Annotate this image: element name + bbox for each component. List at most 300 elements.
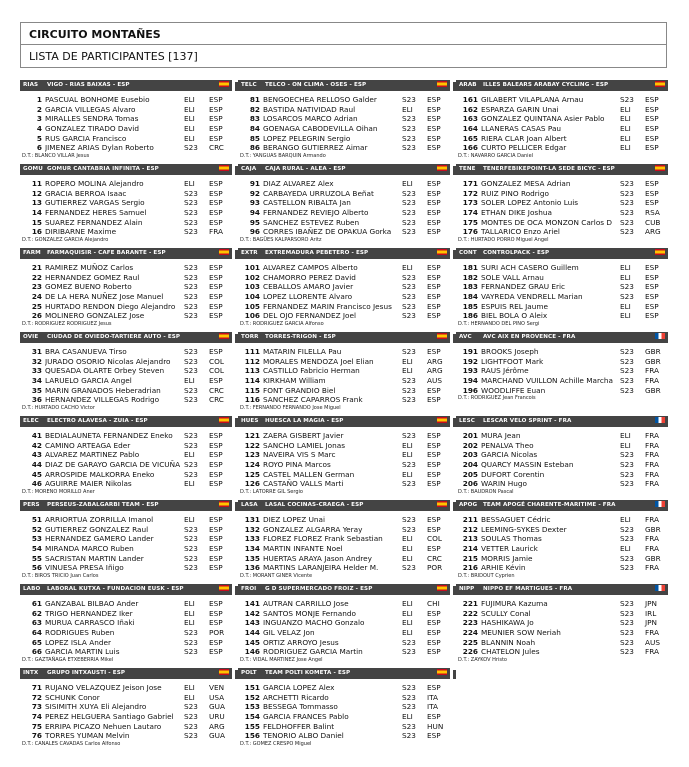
rider-category: S23	[620, 217, 634, 227]
rider-name: BLANNIN Noah	[481, 637, 536, 647]
rider-row	[238, 563, 450, 573]
rider-category: ELI	[620, 124, 631, 134]
rider-category: S23	[184, 208, 198, 218]
team-name: LESCAR VELO SPRINT - FRA	[483, 418, 572, 424]
rider-category: ELI	[402, 263, 413, 272]
team-director: D.T.: BRIDOUT Cyprien	[458, 573, 515, 580]
rider-name: CASTILLO Fabricio Herman	[263, 366, 360, 376]
rider-number: 101	[244, 263, 260, 272]
flag-esp-icon	[437, 333, 447, 339]
rider-nationality: ESP	[427, 208, 441, 218]
rider-nationality: FRA	[645, 469, 659, 479]
rider-nationality: ESP	[209, 282, 223, 292]
rider-row	[20, 273, 232, 283]
rider-category: ELI	[620, 301, 631, 311]
rider-name: MARCHAND VUILLON Achille Marcha	[481, 376, 613, 386]
rider-name: GARCIA FRANCES Pablo	[263, 712, 349, 722]
rider-category: ELI	[184, 95, 195, 104]
rider-category: S23	[184, 347, 198, 356]
team-block	[456, 80, 668, 164]
rider-row	[456, 609, 668, 619]
rider-row	[238, 105, 450, 115]
rider-nationality: CHI	[427, 599, 440, 608]
rider-name: ROYO PINA Marcos	[263, 460, 331, 470]
rider-number: 102	[244, 272, 260, 282]
flag-fra-icon	[655, 501, 665, 507]
rider-name: MARTINS LARANJEIRA Helder M.	[263, 563, 379, 573]
rider-category: S23	[184, 217, 198, 227]
rider-row	[456, 208, 668, 218]
rider-nationality: JPN	[645, 599, 658, 608]
team-header	[456, 500, 668, 511]
team-director: D.T.: GOMEZ CRESPO Miguel	[240, 741, 312, 748]
rider-nationality: ESP	[209, 179, 223, 188]
team-header	[20, 584, 232, 595]
rider-row	[20, 554, 232, 564]
rider-row	[238, 218, 450, 228]
rider-nationality: FRA	[645, 563, 659, 573]
rider-name: PASCUAL BONHOME Eusebio	[45, 95, 150, 104]
rider-row	[238, 441, 450, 451]
team-header	[238, 416, 450, 427]
rider-row	[20, 431, 232, 441]
rider-number: 43	[31, 450, 42, 460]
rider-category: S23	[620, 198, 634, 208]
rider-row	[238, 722, 450, 732]
rider-nationality: ESP	[645, 114, 659, 124]
rider-number: 73	[31, 702, 42, 712]
team-director: D.T.: ZAYKOV Hristo	[458, 657, 507, 664]
rider-category: S23	[620, 385, 634, 395]
rider-number: 142	[244, 608, 260, 618]
rider-row	[456, 554, 668, 564]
rider-category: S23	[184, 188, 198, 198]
rider-category: S23	[184, 431, 198, 440]
rider-row	[20, 114, 232, 124]
rider-category: S23	[620, 628, 634, 638]
rider-number: 205	[462, 469, 478, 479]
rider-nationality: FRA	[645, 628, 659, 638]
team-code: LABO	[23, 586, 41, 592]
rider-number: 91	[249, 179, 260, 188]
rider-nationality: ESP	[427, 683, 441, 692]
rider-number: 2	[36, 104, 42, 114]
rider-category: S23	[184, 395, 198, 405]
rider-name: ERRIPA PICAZO Nehuen Lautaro	[45, 721, 162, 731]
rider-name: VETTER Laurick	[481, 544, 538, 554]
rider-name: MIRALLES SENDRA Tomas	[45, 114, 139, 124]
rider-nationality: ESP	[209, 469, 223, 479]
flag-esp-icon	[437, 417, 447, 423]
rider-number: 34	[31, 376, 42, 386]
rider-name: GOENAGA CABODEVILLA Oihan	[263, 124, 378, 134]
rider-nationality: POR	[209, 628, 225, 638]
rider-row	[456, 534, 668, 544]
rider-nationality: ARG	[427, 356, 443, 366]
rider-number: 125	[244, 469, 260, 479]
team-header	[238, 584, 450, 595]
team-header	[456, 584, 668, 595]
rider-number: 53	[31, 534, 42, 544]
rider-category: S23	[620, 188, 634, 198]
rider-name: QUESADA OLARTE Orbey Steven	[45, 366, 165, 376]
rider-nationality: ESP	[209, 272, 223, 282]
rider-name: HURTADO RENDON Diego Alejandro	[45, 301, 176, 311]
rider-nationality: ESP	[209, 618, 223, 628]
rider-nationality: ESP	[427, 263, 441, 272]
rider-name: RUIZ PINO Rodrigo	[481, 188, 549, 198]
rider-name: GUTIERREZ VARGAS Sergio	[45, 198, 145, 208]
rider-row	[20, 534, 232, 544]
rider-category: ELI	[402, 628, 413, 638]
rider-number: 83	[249, 114, 260, 124]
column-3	[456, 80, 668, 668]
rider-number: 123	[244, 450, 260, 460]
rider-row	[456, 618, 668, 628]
rider-row	[456, 198, 668, 208]
rider-number: 222	[462, 608, 478, 618]
rider-category: S23	[184, 311, 198, 321]
rider-nationality: ESP	[427, 515, 441, 524]
rider-list	[238, 259, 450, 321]
team-block	[20, 164, 232, 248]
rider-name: GARCIA MARTIN Luis	[45, 647, 120, 657]
rider-category: S23	[402, 347, 416, 356]
rider-category: S23	[184, 544, 198, 554]
rider-category: S23	[620, 292, 634, 302]
rider-nationality: ESP	[209, 637, 223, 647]
rider-category: ELI	[184, 124, 195, 134]
team-header	[20, 416, 232, 427]
rider-category: ELI	[620, 515, 631, 524]
rider-number: 136	[244, 563, 260, 573]
rider-number: 192	[462, 356, 478, 366]
rider-name: GONZALEZ TIRADO David	[45, 124, 139, 134]
rider-number: 25	[31, 301, 42, 311]
rider-nationality: COL	[209, 356, 224, 366]
rider-number: 95	[249, 217, 260, 227]
rider-category: S23	[184, 702, 198, 712]
team-header	[456, 164, 668, 175]
rider-row	[456, 124, 668, 134]
rider-number: 51	[31, 515, 42, 524]
flag-esp-icon	[437, 81, 447, 87]
rider-category: ELI	[402, 440, 413, 450]
rider-category: ELI	[184, 450, 195, 460]
rider-number: 55	[31, 553, 42, 563]
team-name: VIGO - RIAS BAIXAS - ESP	[47, 82, 130, 88]
rider-number: 186	[462, 311, 478, 321]
rider-list	[456, 595, 668, 657]
team-code: TENE	[459, 166, 476, 172]
rider-row	[20, 357, 232, 367]
rider-number: 203	[462, 450, 478, 460]
rider-category: ELI	[184, 683, 195, 692]
rider-number: 181	[462, 263, 478, 272]
rider-number: 126	[244, 479, 260, 489]
rider-name: GANZABAL BILBAO Ander	[45, 599, 139, 608]
team-director: D.T.: RODRIGUEZ GARCIA Alfonso	[240, 321, 324, 328]
rider-row	[456, 376, 668, 386]
rider-nationality: GUA	[209, 731, 225, 741]
team-code: ARAB	[459, 82, 477, 88]
rider-name: INGUANZO MACHO Gonzalo	[263, 618, 365, 628]
rider-category: S23	[184, 292, 198, 302]
rider-category: ELI	[620, 544, 631, 554]
rider-category: ELI	[184, 114, 195, 124]
rider-number: 122	[244, 440, 260, 450]
rider-nationality: COL	[427, 534, 442, 544]
rider-row	[20, 618, 232, 628]
rider-name: ARRIORTUA ZORRILLA Imanol	[45, 515, 154, 524]
team-director: D.T.: GAZTAÑAGA ETXEBERRIA Mikel	[22, 657, 114, 664]
team-block	[238, 80, 450, 164]
rider-row	[456, 95, 668, 105]
rider-name: BERANGO GUTIERREZ Aimar	[263, 143, 368, 153]
rider-list	[20, 511, 232, 573]
rider-number: 76	[31, 731, 42, 741]
rider-number: 124	[244, 460, 260, 470]
rider-category: ELI	[184, 618, 195, 628]
team-name: G D SUPERMERCADO FROIZ - ESP	[265, 586, 373, 592]
rider-category: ELI	[402, 712, 413, 722]
rider-nationality: CRC	[209, 143, 224, 153]
rider-name: MURUA CARRASCO Iñaki	[45, 618, 135, 628]
team-director: D.T.: HURTADO PORRO Miguel Angel	[458, 237, 549, 244]
rider-nationality: ESP	[645, 104, 659, 114]
rider-name: CEBALLOS AMARO Javier	[263, 282, 354, 292]
rider-number: 185	[462, 301, 478, 311]
rider-category: S23	[184, 143, 198, 153]
rider-name: TENORIO ALBO Daniel	[263, 731, 344, 741]
rider-category: ELI	[402, 553, 413, 563]
rider-nationality: CRC	[427, 553, 442, 563]
rider-row	[238, 731, 450, 741]
rider-row	[238, 292, 450, 302]
rider-number: 223	[462, 618, 478, 628]
rider-category: ELI	[402, 469, 413, 479]
rider-category: S23	[402, 114, 416, 124]
team-code: TORR	[241, 334, 259, 340]
rider-number: 36	[31, 395, 42, 405]
rider-name: ARCHETTI Ricardo	[263, 692, 329, 702]
rider-row	[238, 525, 450, 535]
column-1	[20, 80, 232, 752]
rider-row	[238, 302, 450, 312]
rider-number: 16	[31, 227, 42, 237]
rider-number: 61	[31, 599, 42, 608]
rider-number: 202	[462, 440, 478, 450]
rider-name: DE LA HERA NUÑEZ Jose Manuel	[45, 292, 164, 302]
rider-nationality: ARG	[427, 366, 443, 376]
rider-number: 191	[462, 347, 478, 356]
rider-row	[238, 628, 450, 638]
rider-number: 176	[462, 227, 478, 237]
rider-number: 213	[462, 534, 478, 544]
rider-category: S23	[402, 198, 416, 208]
rider-row	[456, 347, 668, 357]
rider-category: ELI	[620, 143, 631, 153]
team-director: D.T.: BAUDRON Pascal	[458, 489, 514, 496]
rider-number: 146	[244, 647, 260, 657]
team-code: APOG	[459, 502, 478, 508]
flag-esp-icon	[437, 501, 447, 507]
rider-row	[456, 544, 668, 554]
rider-row	[456, 441, 668, 451]
rider-number: 21	[31, 263, 42, 272]
rider-number: 92	[249, 188, 260, 198]
team-block	[456, 416, 668, 500]
rider-number: 35	[31, 385, 42, 395]
rider-category: ELI	[402, 618, 413, 628]
rider-number: 65	[31, 637, 42, 647]
participants-subtitle: LISTA DE PARTICIPANTES [137]	[20, 44, 667, 68]
rider-row	[20, 179, 232, 189]
rider-row	[456, 189, 668, 199]
rider-name: LLANERAS CASAS Pau	[481, 124, 562, 134]
rider-name: BROOKS Joseph	[481, 347, 539, 356]
rider-category: ELI	[184, 179, 195, 188]
rider-number: 22	[31, 272, 42, 282]
rider-category: S23	[184, 628, 198, 638]
rider-category: S23	[402, 721, 416, 731]
team-name: HUESCA LA MAGIA - ESP	[265, 418, 344, 424]
team-header	[20, 668, 232, 679]
rider-name: FONT GRANDIO Biel	[263, 385, 336, 395]
rider-number: 114	[244, 376, 260, 386]
team-block	[20, 416, 232, 500]
rider-number: 112	[244, 356, 260, 366]
rider-number: 13	[31, 198, 42, 208]
rider-number: 42	[31, 440, 42, 450]
team-header	[20, 164, 232, 175]
rider-row	[456, 302, 668, 312]
rider-category: ELI	[184, 376, 195, 386]
rider-row	[238, 311, 450, 321]
rider-row	[238, 638, 450, 648]
rider-category: S23	[620, 460, 634, 470]
rider-nationality: ESP	[209, 599, 223, 608]
rider-nationality: ESP	[209, 524, 223, 534]
flag-esp-icon	[655, 81, 665, 87]
rider-nationality: FRA	[645, 544, 659, 554]
team-name: LABORAL KUTXA - FUNDACION EUSK - ESP	[47, 586, 184, 592]
rider-nationality: RSA	[645, 208, 660, 218]
rider-nationality: ESP	[209, 292, 223, 302]
flag-esp-icon	[655, 249, 665, 255]
rider-name: JIMENEZ ARIAS Dylan Roberto	[45, 143, 154, 153]
rider-name: LEEMING-SYKES Dexter	[481, 524, 567, 534]
rider-name: ALVAREZ MARTINEZ Pablo	[45, 450, 140, 460]
rider-row	[20, 124, 232, 134]
team-name: NIPPO EF MARTIGUES - FRA	[483, 586, 573, 592]
rider-name: DIAZ ALVAREZ Alex	[263, 179, 334, 188]
rider-number: 153	[244, 702, 260, 712]
rider-name: NAVEIRA VIS S Marc	[263, 450, 336, 460]
rider-nationality: ESP	[427, 217, 441, 227]
rider-row	[20, 525, 232, 535]
rider-row	[238, 544, 450, 554]
rider-number: 193	[462, 366, 478, 376]
rider-nationality: FRA	[645, 534, 659, 544]
rider-category: ELI	[184, 104, 195, 114]
rider-row	[20, 395, 232, 405]
team-block	[238, 584, 450, 668]
rider-number: 224	[462, 628, 478, 638]
rider-name: RUJANO VELAZQUEZ Jeison Jose	[45, 683, 162, 692]
team-header	[238, 80, 450, 91]
team-director: D.T.: HURTADO CACHO Victor	[22, 405, 95, 412]
rider-row	[238, 179, 450, 189]
rider-name: SOLER LOPEZ Antonio Luis	[481, 198, 579, 208]
rider-number: 3	[36, 114, 42, 124]
rider-row	[20, 263, 232, 273]
rider-row	[238, 618, 450, 628]
rider-nationality: ESP	[209, 311, 223, 321]
rider-category: ELI	[402, 608, 413, 618]
rider-number: 84	[249, 124, 260, 134]
team-header	[20, 80, 232, 91]
rider-number: 113	[244, 366, 260, 376]
rider-row	[20, 544, 232, 554]
rider-row	[456, 638, 668, 648]
rider-name: LOPEZ LLORENTE Alvaro	[263, 292, 353, 302]
rider-row	[238, 357, 450, 367]
rider-list	[456, 343, 668, 395]
rider-category: ELI	[620, 263, 631, 272]
rider-row	[238, 143, 450, 153]
rider-row	[456, 311, 668, 321]
rider-category: S23	[620, 553, 634, 563]
team-code: LESC	[459, 418, 475, 424]
rider-number: 201	[462, 431, 478, 440]
rider-list	[20, 91, 232, 153]
rider-category: ELI	[402, 179, 413, 188]
rider-nationality: ESP	[209, 440, 223, 450]
rider-category: S23	[402, 95, 416, 104]
rider-nationality: FRA	[645, 376, 659, 386]
team-block	[20, 80, 232, 164]
rider-list	[20, 259, 232, 321]
rider-name: MORALES MENDOZA Joel Elian	[263, 356, 374, 366]
rider-row	[456, 431, 668, 441]
rider-name: SCULLY Conal	[481, 608, 531, 618]
rider-number: 104	[244, 292, 260, 302]
team-header	[456, 80, 668, 91]
flag-esp-icon	[655, 165, 665, 171]
rider-number: 93	[249, 198, 260, 208]
rider-category: ELI	[620, 272, 631, 282]
team-block	[238, 332, 450, 416]
rider-nationality: CRC	[209, 385, 224, 395]
rider-name: SANCHEZ CAPARROS Frank	[263, 395, 363, 405]
rider-nationality: ESP	[645, 198, 659, 208]
rider-name: RAUS Jérôme	[481, 366, 529, 376]
column-2	[238, 80, 450, 752]
rider-number: 141	[244, 599, 260, 608]
rider-number: 155	[244, 721, 260, 731]
rider-category: ELI	[184, 515, 195, 524]
team-code: OVIE	[23, 334, 39, 340]
rider-nationality: ESP	[209, 534, 223, 544]
rider-list	[456, 91, 668, 153]
rider-category: S23	[402, 311, 416, 321]
rider-row	[238, 683, 450, 693]
team-director: D.T.: BAGÜES KALPARSORO Aritz	[240, 237, 322, 244]
page-title: CIRCUITO MONTAÑES	[20, 22, 667, 45]
rider-name: FERNANDEZ MARIN Francisco Jesus	[263, 301, 392, 311]
team-code: HUES	[241, 418, 259, 424]
